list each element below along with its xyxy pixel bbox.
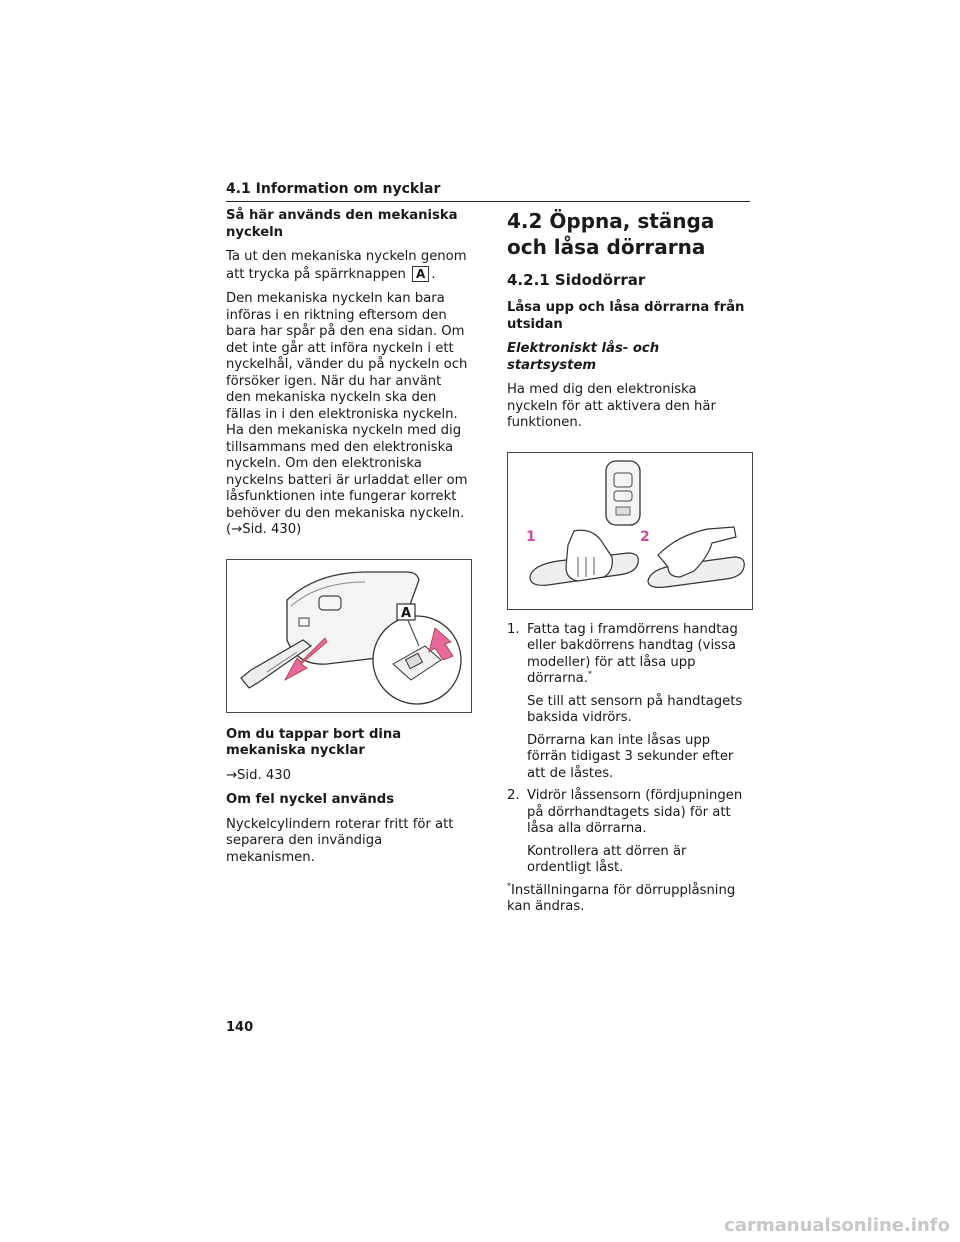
heading-wrong-key: Om fel nyckel används bbox=[226, 792, 395, 807]
footnote: *Inställningarna för dörrupplåsning kan ändras. bbox=[507, 881, 736, 914]
step-2: 2. Vidrör låssensorn (fördjupningen på dörrhandtagets sida) för att låsa alla dörrarna. Kontrollera att dörren är ordentligt låst. bbox=[507, 788, 743, 875]
header-title: 4.1 Information om nycklar bbox=[226, 181, 441, 197]
left-column bbox=[226, 208, 470, 874]
subheading-unlock-lock: Låsa upp och låsa dörrarna från utsidan bbox=[507, 300, 745, 332]
key-badge-a: A bbox=[412, 266, 429, 282]
door-handle-illustration bbox=[508, 453, 752, 609]
para-intro: Ha med dig den elektroniska nyckeln för att aktivera den här funktionen. bbox=[507, 382, 716, 430]
figure-label-a: A bbox=[400, 605, 412, 621]
heading-mechanical-key: Så här används den mekaniska nyckeln bbox=[226, 208, 458, 240]
step-1: 1. Fatta tag i framdörrens handtag eller bakdörrens handtag (vissa modeller) för att låsa upp dörrarna.* Se till att sensorn på handtagets baksida vidrörs. Dörrarna kan inte låsas upp förrän tidigast 3 sekunder efter att de låstes. bbox=[507, 621, 743, 781]
section-title: 4.2.1 Sidodörrar bbox=[507, 271, 646, 289]
key-figure bbox=[226, 559, 472, 713]
right-column bbox=[507, 208, 751, 924]
steps-list bbox=[507, 622, 751, 877]
para-key-usage: Den mekaniska nyckeln kan bara införas i en riktning eftersom den bara har spår på den ena sidan. Om det inte går att införa nyckeln i ett nyckelhål, vänder du på nyckeln och försöker igen. När du har använt den mekaniska nyckeln ska den fällas in i den elektroniska nyckeln. Ha den mekaniska nyckeln med dig tillsammans med den elektroniska nyckeln. Om den elektroniska nyckelns batteri är urladdat eller om låsfunktionen inte fungerar korrekt behöver du den mekaniska nyckeln. (→Sid. 430) bbox=[226, 291, 468, 537]
door-handle-figure bbox=[507, 452, 753, 610]
para-wrong-key: Nyckelcylindern roterar fritt för att separera den invändiga mekanismen. bbox=[226, 816, 454, 865]
figure-label-2: 2 bbox=[640, 528, 650, 545]
italic-heading-smart-system: Elektroniskt lås- och startsystem bbox=[507, 341, 660, 373]
page-header bbox=[226, 178, 750, 202]
page-number: 140 bbox=[226, 1020, 254, 1035]
para-lost-keys-ref: →Sid. 430 bbox=[226, 767, 292, 783]
figure-label-1: 1 bbox=[526, 528, 536, 545]
heading-lost-keys: Om du tappar bort dina mekaniska nycklar bbox=[226, 726, 402, 758]
chapter-title: 4.2 Öppna, stänga och låsa dörrarna bbox=[507, 209, 715, 259]
para-remove-key: Ta ut den mekaniska nyckeln genom att trycka på spärrknappen A . bbox=[226, 249, 467, 282]
key-illustration bbox=[227, 560, 471, 712]
watermark: carmanualsonline.info bbox=[724, 1215, 950, 1236]
